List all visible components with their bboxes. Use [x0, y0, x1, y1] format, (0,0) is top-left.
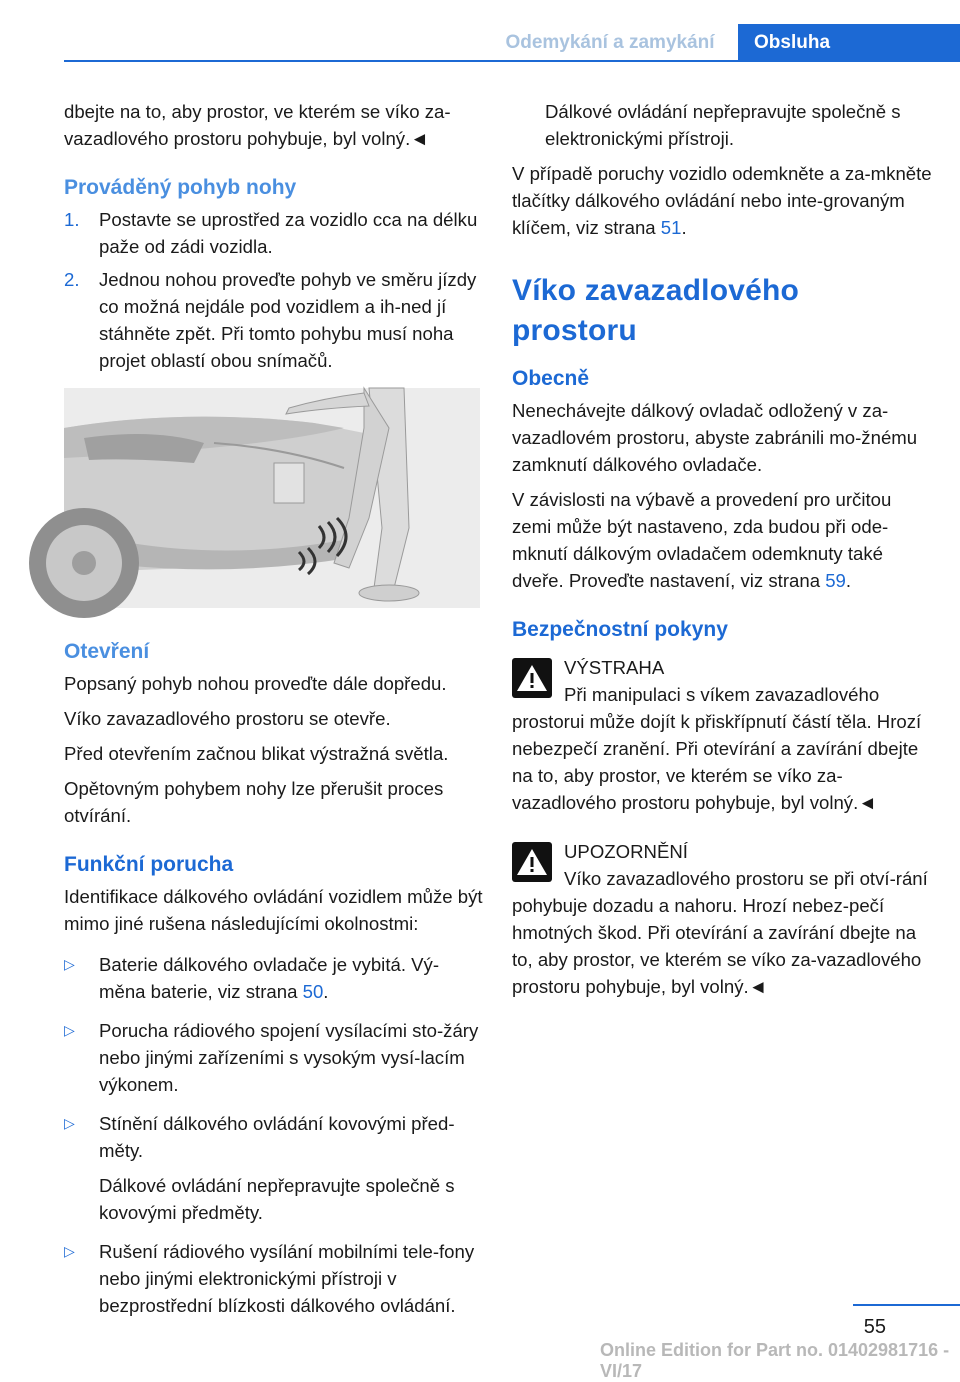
- step-text: Postavte se uprostřed za vozidlo cca na délku paže od zádi vozidla.: [99, 209, 478, 257]
- page-number: 55: [863, 1316, 886, 1338]
- foot-movement-heading: Prováděný pohyb nohy: [64, 176, 297, 199]
- footer-rule: [853, 1304, 960, 1306]
- general-heading: Obecně: [512, 367, 590, 390]
- continued-bullet-note: Dálkové ovládání nepřepravujte společně s elektronickými přístroji.: [545, 101, 901, 149]
- opening-paragraph: Před otevřením začnou blikat výstražná světla.: [64, 743, 449, 764]
- general-paragraph: [512, 486, 932, 594]
- list-item-text: Baterie dálkového ovladače je vybitá. Vý-měna baterie, viz strana: [99, 954, 440, 1002]
- opening-paragraph: Opětovným pohybem nohy lze přerušit proces otvírání.: [64, 778, 444, 826]
- warning-triangle-icon: [512, 658, 552, 698]
- left-column: [64, 98, 484, 1331]
- step-item: [64, 266, 484, 374]
- list-item: [64, 1238, 484, 1319]
- step-number: 2.: [64, 269, 80, 290]
- edition-watermark: Online Edition for Part no. 01402981716 - VI/17: [600, 1340, 950, 1381]
- list-item-text: Porucha rádiového spojení vysílacími sto-žáry nebo jinými zařízeními s vysokým vysí-lacím výkonem.: [99, 1020, 479, 1095]
- right-column: [512, 98, 932, 1012]
- opening-heading: Otevření: [64, 640, 150, 663]
- remedy-text: V případě poruchy vozidlo odemkněte a za-mkněte tlačítky dálkového ovládání nebo inte-grovaným klíčem, viz strana: [512, 163, 932, 238]
- malfunction-remedy-paragraph: [512, 160, 932, 241]
- list-item-text: Rušení rádiového vysílání mobilními tele-fony nebo jinými elektronickými přístroji v bezprostřední blízkosti dálkového ovládání.: [99, 1241, 475, 1316]
- warning-text: Při manipulaci s víkem zavazadlového prostorui může dojít k přiskřípnutí částí těla. Hrozí nebezpečí zranění. Při otevírání a zavírání dbejte na to, aby prostor, ve kterém se víko za-vazadlového prostoru pohybuje, byl volný.◄: [512, 684, 922, 813]
- list-item: [64, 1110, 484, 1226]
- page-link-59[interactable]: 59: [825, 570, 846, 591]
- step-number: 1.: [64, 209, 80, 230]
- opening-paragraph: Popsaný pohyb nohou proveďte dále dopředu.: [64, 673, 447, 694]
- safety-heading: Bezpečnostní pokyny: [512, 618, 728, 641]
- list-item-text: Stínění dálkového ovládání kovovými před-měty.: [99, 1113, 455, 1161]
- step-text: Jednou nohou proveďte pohyb ve směru jízdy co možná nejdále pod vozidlem a ih-ned jí stáhněte zpět. Při tomto pohybu musí noha projet oblastí obou snímačů.: [99, 269, 477, 371]
- list-item-note: Dálkové ovládání nepřepravujte společně s kovovými předměty.: [99, 1175, 455, 1223]
- general-text-end: .: [845, 570, 852, 591]
- step-item: [64, 206, 484, 260]
- opening-paragraph: Víko zavazadlového prostoru se otevře.: [64, 708, 391, 729]
- warning-title: VÝSTRAHA: [564, 657, 665, 678]
- warning-triangle-icon: [512, 842, 552, 882]
- tailgate-foot-illustration: [64, 388, 480, 608]
- triangle-bullet-icon: ▷: [64, 1022, 75, 1038]
- header-rule: [64, 60, 960, 62]
- steps-list: [64, 206, 484, 374]
- header-chapter-tab: Obsluha: [738, 24, 960, 62]
- general-paragraph: Nenechávejte dálkový ovladač odložený v za-vazadlovém prostoru, abyste zabránili mo-žnému zamknutí dálkového ovladače.: [512, 400, 918, 475]
- notice-block: [512, 838, 932, 1000]
- notice-title: UPOZORNĚNÍ: [564, 841, 688, 862]
- malfunction-intro: Identifikace dálkového ovládání vozidlem může být mimo jiné rušena následujícími okolnostmi:: [64, 886, 483, 934]
- car-rear-kick-sensor-image: [64, 388, 480, 608]
- notice-text: Víko zavazadlového prostoru se při otví-rání pohybuje dozadu a nahoru. Hrozí nebez-pečí hmotných škod. Při otevírání a zavírání dbejte na to, aby prostor, ve kterém se víko za-vazadlového prostoru pohybuje, byl volný.◄: [512, 868, 928, 997]
- intro-paragraph: dbejte na to, aby prostor, ve kterém se víko za-vazadlového prostoru pohybuje, byl volný.◄: [64, 101, 451, 149]
- list-item: [64, 1017, 484, 1098]
- list-item: [64, 951, 484, 1005]
- trunk-lid-main-heading: Víko zavazadlového prostoru: [512, 274, 800, 347]
- triangle-bullet-icon: ▷: [64, 956, 75, 972]
- page-link-50[interactable]: 50: [302, 981, 324, 1002]
- triangle-bullet-icon: ▷: [64, 1243, 75, 1259]
- malfunction-heading: Funkční porucha: [64, 853, 234, 876]
- remedy-text-end: .: [681, 217, 687, 238]
- general-text: V závislosti na výbavě a provedení pro určitou zemi může být nastaveno, zda budou při ode-mknutí dálkovým ovladačem odemknuty také dveře. Proveďte nastavení, viz strana: [512, 489, 892, 591]
- page-link-51[interactable]: 51: [660, 217, 682, 238]
- malfunction-list: [64, 951, 484, 1319]
- list-item-text-end: .: [323, 981, 329, 1002]
- warning-block: [512, 654, 932, 816]
- header-section-title: Odemykání a zamykání: [505, 32, 715, 53]
- triangle-bullet-icon: ▷: [64, 1115, 75, 1131]
